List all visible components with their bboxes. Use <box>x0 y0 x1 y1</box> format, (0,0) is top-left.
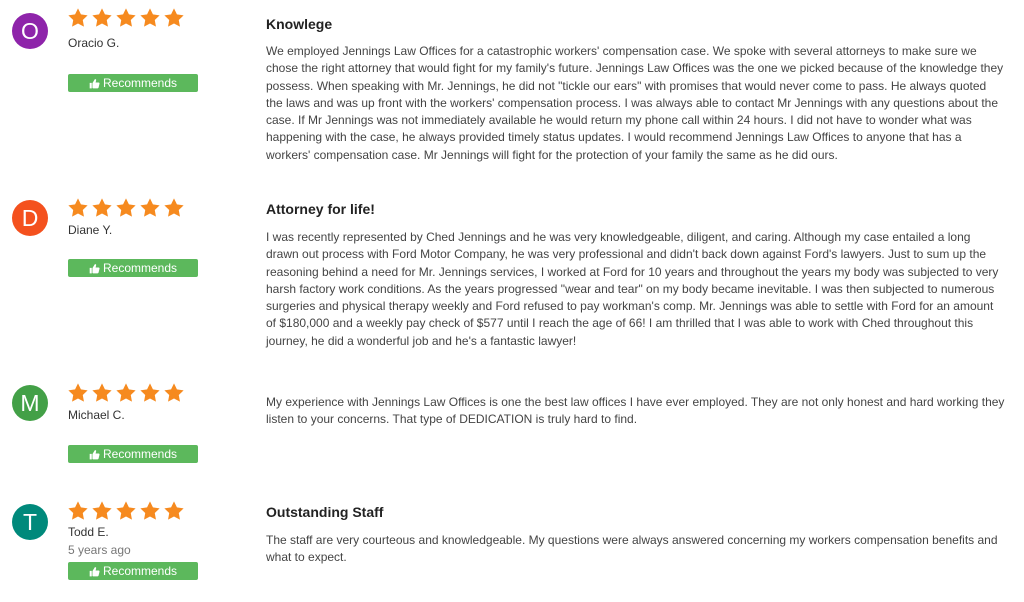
review-body: I was recently represented by Ched Jennings and he was very knowledgeable, diligent, and caring. Although my case entailed a long drawn out process with Ford Motor Company, he was very professional and didn't back down against Ford's lawyers. Just to sum up the reasoning behind a need for Mr. Jennings services, I worked at Ford for 10 years and throughout the years my body was subjected to very harsh factory work conditions. As the years progressed "wear and tear" on my body became inevitable. I was then subjected to numerous surgeries and physical therapy weekly and Ford refused to pay workman's comp. Mr. Jennings was able to settle with Ford for an amount of $180,000 and a weekly pay check of $577 until I reach the age of 66! I am thrilled that I was able to work with Ched throughout this journey, he did a wonderful job and he's a fantastic lawyer! <box>266 230 999 348</box>
recommends-button[interactable] <box>68 74 198 92</box>
star-icon <box>163 197 185 219</box>
thumbs-up-icon <box>89 449 100 460</box>
star-icon <box>67 197 89 219</box>
star-icon <box>115 197 137 219</box>
review-title: Knowlege <box>266 16 333 32</box>
thumbs-up-icon <box>89 263 100 274</box>
reviewer-name: Diane Y. <box>68 223 113 237</box>
avatar: O <box>12 13 48 49</box>
star-rating <box>67 7 185 31</box>
recommends-button[interactable] <box>68 562 198 580</box>
star-rating <box>67 382 185 406</box>
recommends-label: Recommends <box>102 76 178 90</box>
review-card <box>0 378 1024 478</box>
recommends-label: Recommends <box>102 447 178 461</box>
star-icon <box>139 7 161 29</box>
review-card <box>0 193 1024 373</box>
star-icon <box>163 382 185 404</box>
recommends-label: Recommends <box>102 261 178 275</box>
star-icon <box>139 197 161 219</box>
star-icon <box>67 382 89 404</box>
reviewer-name: Todd E. <box>68 525 109 539</box>
star-icon <box>91 197 113 219</box>
star-icon <box>115 382 137 404</box>
review-title: Outstanding Staff <box>266 504 384 520</box>
star-icon <box>115 7 137 29</box>
reviewer-name: Michael C. <box>68 408 125 422</box>
avatar: T <box>12 504 48 540</box>
star-icon <box>163 7 185 29</box>
star-icon <box>139 500 161 522</box>
review-body: The staff are very courteous and knowledgeable. My questions were always answered concerning my workers compensation benefits and what to expect. <box>266 533 998 565</box>
star-icon <box>91 500 113 522</box>
review-age: 5 years ago <box>68 543 131 557</box>
review-body: We employed Jennings Law Offices for a catastrophic workers' compensation case. We spoke with several attorneys to make sure we chose the right attorney that would fight for my family's future. Jennings Law Offices was the one we picked because of the knowledge they possess. When speaking with Mr. Jennings, he did not "tickle our ears" with promises that would never come to pass. He always quoted the laws and was up front with the workers' compensation process. I was always able to contact Mr Jennings with any questions about the case. If Mr Jennings was not immediately available he would return my phone call within 24 hours. I did not have to wonder what was happening with the case, he always provided timely status updates. I would recommend Jennings Law Offices to anyone that has a workers' compensation case. Mr Jennings will fight for the protection of your family the same as he did ours. <box>266 44 1004 162</box>
reviewer-name: Oracio G. <box>68 36 120 50</box>
star-icon <box>91 7 113 29</box>
review-card <box>0 0 1024 185</box>
star-icon <box>163 500 185 522</box>
review-body: My experience with Jennings Law Offices is one the best law offices I have ever employed. They are not only honest and hard working they listen to your concerns. That type of DEDICATION is truly hard to find. <box>266 395 1005 427</box>
star-icon <box>139 382 161 404</box>
thumbs-up-icon <box>89 78 100 89</box>
star-icon <box>91 382 113 404</box>
avatar: M <box>12 385 48 421</box>
recommends-label: Recommends <box>102 564 178 578</box>
recommends-button[interactable] <box>68 259 198 277</box>
star-rating <box>67 500 185 524</box>
star-icon <box>67 7 89 29</box>
review-title: Attorney for life! <box>266 201 375 217</box>
star-icon <box>115 500 137 522</box>
recommends-button[interactable] <box>68 445 198 463</box>
review-card <box>0 496 1024 602</box>
thumbs-up-icon <box>89 566 100 577</box>
star-icon <box>67 500 89 522</box>
avatar: D <box>12 200 48 236</box>
star-rating <box>67 197 185 221</box>
